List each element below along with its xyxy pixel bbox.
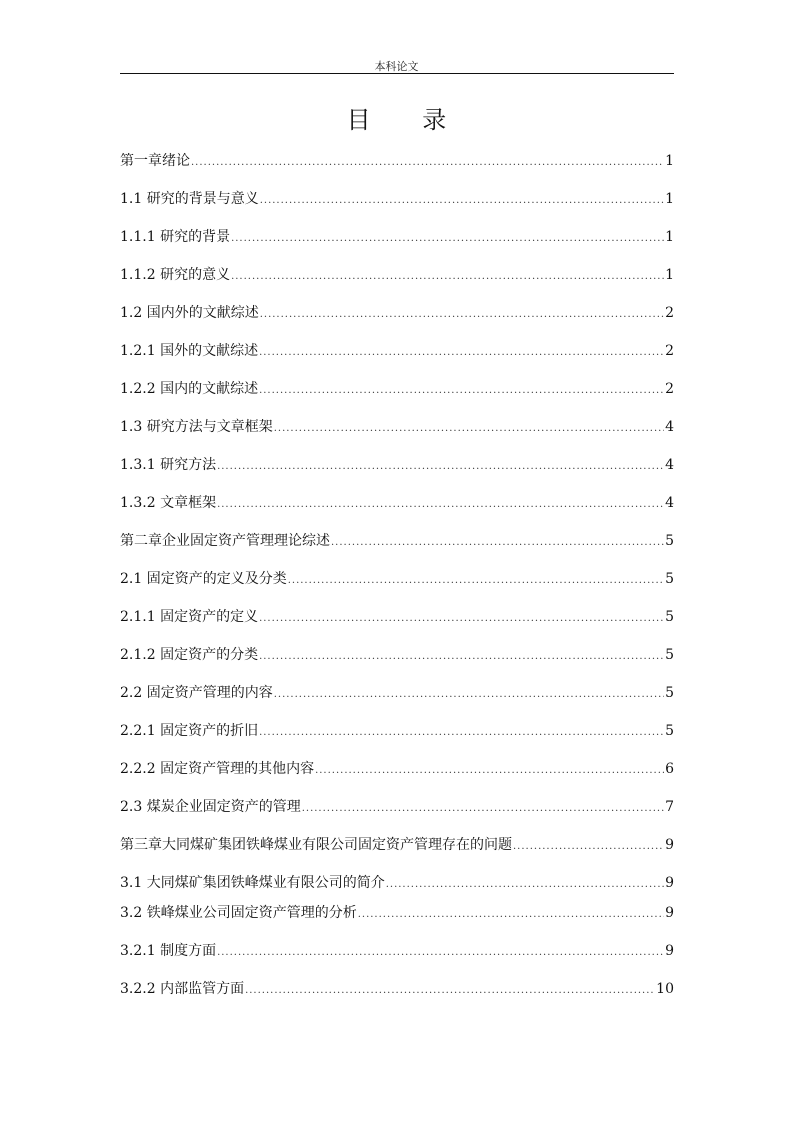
toc-entry-page: 1 [665, 267, 674, 283]
toc-entry[interactable] [120, 834, 674, 856]
toc-entry[interactable] [120, 568, 674, 590]
toc-entry[interactable] [120, 644, 674, 666]
toc-entry-page: 1 [665, 191, 674, 207]
toc-entry-page: 7 [665, 799, 674, 815]
toc-leader-dots [260, 190, 664, 212]
toc-entry[interactable] [120, 454, 674, 476]
toc-entry[interactable] [120, 758, 674, 780]
toc-entry-label: 3.2 铁峰煤业公司固定资产管理的分析 [120, 905, 357, 921]
toc-entry-page: 10 [656, 981, 674, 997]
toc-leader-dots [259, 342, 664, 364]
toc-leader-dots [288, 570, 664, 592]
toc-entry-label: 2.1.1 固定资产的定义 [120, 609, 259, 625]
toc-leader-dots [217, 942, 664, 964]
toc-entry-label: 2.2 固定资产管理的内容 [120, 685, 273, 701]
toc-entry-page: 1 [665, 229, 674, 245]
toc-entry-label: 2.2.1 固定资产的折旧 [120, 723, 259, 739]
toc-leader-dots [245, 980, 655, 1002]
toc-entry-label: 1.1.2 研究的意义 [120, 267, 231, 283]
toc-entry-label: 2.2.2 固定资产管理的其他内容 [120, 761, 315, 777]
toc-entry-label: 3.2.2 内部监管方面 [120, 981, 245, 997]
toc-entry-page: 5 [665, 647, 674, 663]
toc-entry-page: 4 [665, 457, 674, 473]
toc-leader-dots [259, 646, 664, 668]
toc-entry-label: 1.1.1 研究的背景 [120, 229, 231, 245]
toc-leader-dots [191, 152, 664, 174]
toc-entry[interactable] [120, 188, 674, 210]
toc-entry-page: 9 [665, 905, 674, 921]
toc-leader-dots [315, 760, 664, 782]
toc-entry-label: 3.1 大同煤矿集团铁峰煤业有限公司的简介 [120, 875, 385, 891]
toc-entry[interactable] [120, 492, 674, 514]
toc-entry[interactable] [120, 150, 674, 172]
toc-entry[interactable] [120, 902, 674, 924]
toc-entry[interactable] [120, 378, 674, 400]
toc-entry-label: 1.2.1 国外的文献综述 [120, 343, 259, 359]
toc-entry-label: 2.1 固定资产的定义及分类 [120, 571, 287, 587]
toc-entry[interactable] [120, 416, 674, 438]
toc-leader-dots [259, 380, 664, 402]
toc-entry[interactable] [120, 264, 674, 286]
toc-leader-dots [260, 304, 664, 326]
toc-entry-page: 9 [665, 943, 674, 959]
toc-entry-label: 第二章企业固定资产管理理论综述 [120, 533, 330, 549]
toc-entry-label: 1.3.1 研究方法 [120, 457, 217, 473]
toc-leader-dots [302, 798, 664, 820]
toc-leader-dots [274, 684, 664, 706]
toc-entry[interactable] [120, 682, 674, 704]
toc-entry[interactable] [120, 530, 674, 552]
toc-entry-page: 2 [665, 381, 674, 397]
toc-entry[interactable] [120, 226, 674, 248]
toc-entry-page: 4 [665, 419, 674, 435]
toc-entry-page: 9 [665, 837, 674, 853]
toc-entry-page: 6 [665, 761, 674, 777]
toc-leader-dots [386, 874, 664, 896]
toc-leader-dots [217, 494, 664, 516]
toc-entry[interactable] [120, 796, 674, 818]
toc-entry-label: 1.1 研究的背景与意义 [120, 191, 259, 207]
toc-entry-page: 9 [665, 875, 674, 891]
toc-leader-dots [331, 532, 664, 554]
toc-entry-page: 2 [665, 343, 674, 359]
toc-leader-dots [217, 456, 664, 478]
toc-entry[interactable] [120, 720, 674, 742]
toc-entry-page: 5 [665, 723, 674, 739]
toc-leader-dots [231, 228, 664, 250]
toc-leader-dots [274, 418, 664, 440]
toc-entry-label: 1.3.2 文章框架 [120, 495, 217, 511]
toc-entry-label: 3.2.1 制度方面 [120, 943, 217, 959]
toc-entry-page: 4 [665, 495, 674, 511]
toc-entry-label: 1.2.2 国内的文献综述 [120, 381, 259, 397]
toc-entry[interactable] [120, 606, 674, 628]
toc-entry-page: 5 [665, 533, 674, 549]
toc-leader-dots [513, 836, 664, 858]
toc-entry[interactable] [120, 940, 674, 962]
toc-entry[interactable] [120, 872, 674, 894]
toc-entry-label: 第一章绪论 [120, 153, 190, 169]
toc-leader-dots [259, 608, 664, 630]
table-of-contents [120, 150, 674, 1016]
toc-entry-label: 第三章大同煤矿集团铁峰煤业有限公司固定资产管理存在的问题 [120, 837, 512, 853]
toc-entry-label: 1.2 国内外的文献综述 [120, 305, 259, 321]
page-header: 本科论文 [374, 60, 419, 73]
toc-entry[interactable] [120, 340, 674, 362]
toc-entry-label: 2.1.2 固定资产的分类 [120, 647, 259, 663]
toc-entry-page: 5 [665, 685, 674, 701]
toc-entry-page: 5 [665, 609, 674, 625]
toc-entry[interactable] [120, 978, 674, 1000]
toc-leader-dots [231, 266, 664, 288]
toc-entry-label: 2.3 煤炭企业固定资产的管理 [120, 799, 301, 815]
toc-entry-page: 1 [665, 153, 674, 169]
toc-entry-page: 2 [665, 305, 674, 321]
toc-entry-label: 1.3 研究方法与文章框架 [120, 419, 273, 435]
toc-entry-page: 5 [665, 571, 674, 587]
toc-title: 目 录 [346, 106, 469, 134]
header-divider [120, 73, 674, 74]
toc-entry[interactable] [120, 302, 674, 324]
toc-leader-dots [259, 722, 664, 744]
toc-leader-dots [358, 904, 664, 926]
